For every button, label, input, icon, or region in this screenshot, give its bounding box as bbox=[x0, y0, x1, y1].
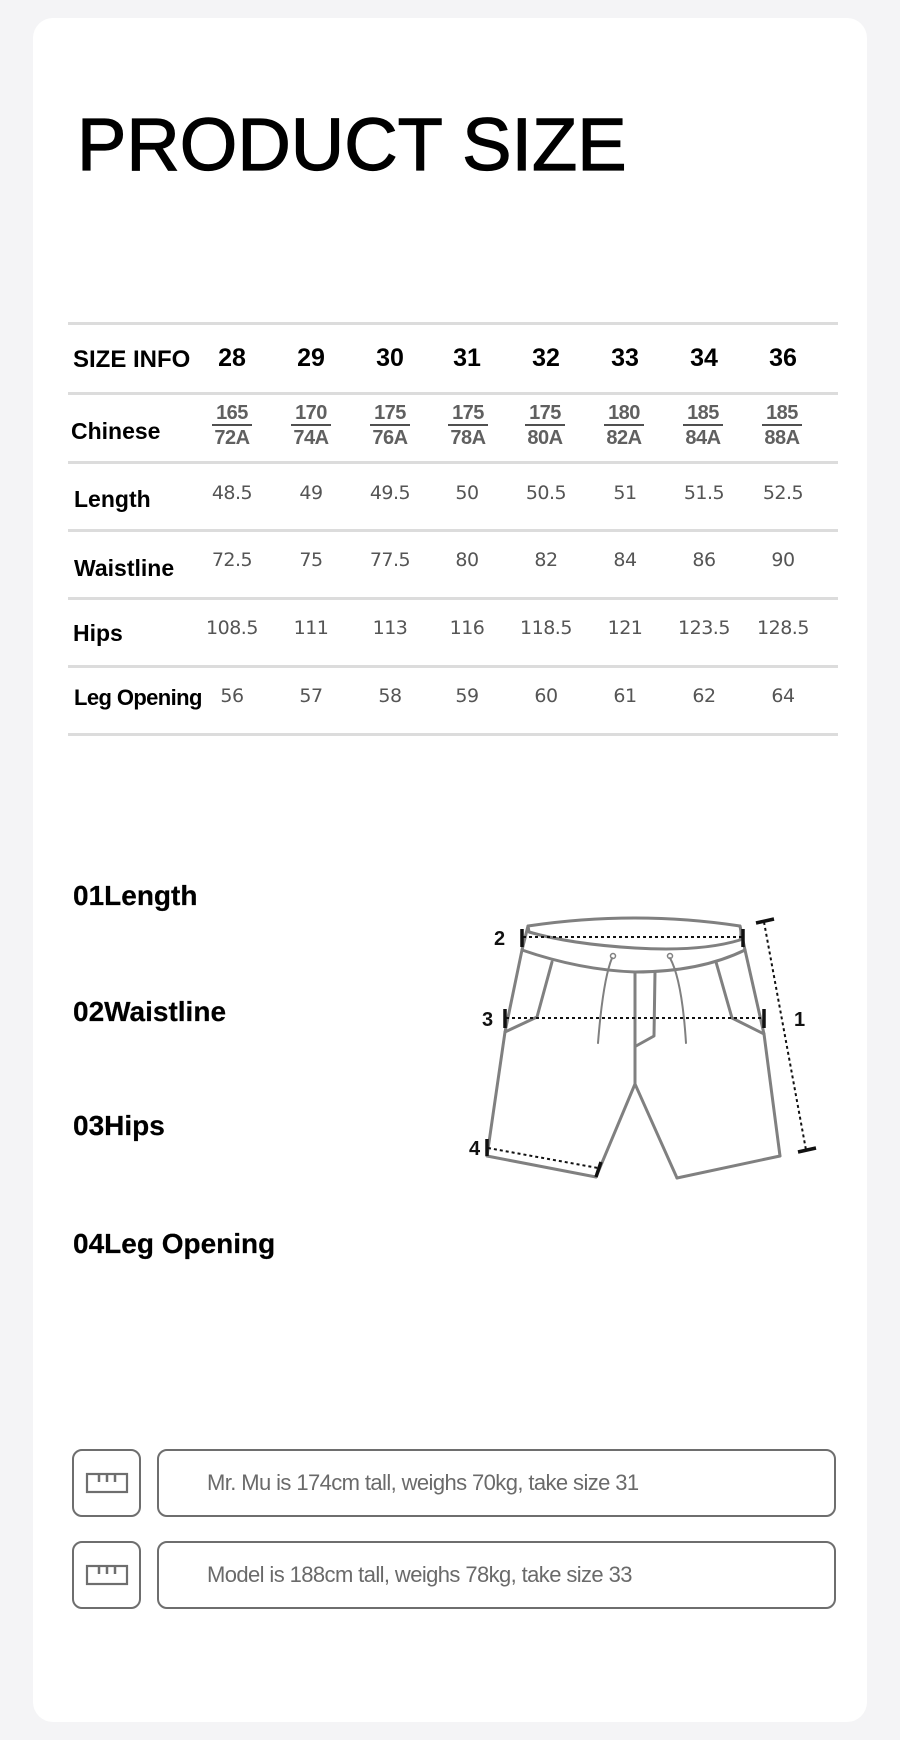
measurement-cell: 77.5 bbox=[369, 549, 411, 571]
height-value: 185 bbox=[683, 402, 723, 426]
table-row-hips bbox=[68, 597, 838, 665]
measurement-cell: 60 bbox=[534, 685, 558, 707]
height-value: 165 bbox=[212, 402, 252, 426]
measurement-cell: 52.5 bbox=[762, 482, 804, 504]
shorts-illustration-icon bbox=[460, 900, 840, 1200]
row-label: Chinese bbox=[71, 418, 161, 444]
height-value: 175 bbox=[448, 402, 488, 426]
measurement-cell: 116 bbox=[449, 617, 485, 639]
measurement-cell: 59 bbox=[455, 685, 479, 707]
measurement-cell: 123.5 bbox=[678, 617, 730, 639]
marker-2: 2 bbox=[494, 928, 506, 950]
chinese-size-cell bbox=[589, 402, 659, 450]
waist-code: 88A bbox=[764, 427, 800, 449]
height-value: 170 bbox=[291, 402, 331, 426]
chinese-size-cell bbox=[197, 402, 267, 450]
marker-4: 4 bbox=[469, 1138, 481, 1160]
table-divider bbox=[68, 733, 838, 736]
measurement-cell: 108.5 bbox=[206, 617, 258, 639]
measurement-cell: 84 bbox=[613, 549, 637, 571]
table-divider bbox=[68, 392, 838, 395]
measurement-cell: 51.5 bbox=[683, 482, 725, 504]
model-note-1: Mr. Mu is 174cm tall, weighs 70kg, take size 31 bbox=[157, 1449, 836, 1517]
measurement-cell: 113 bbox=[372, 617, 408, 639]
size-column-header: 29 bbox=[297, 344, 325, 372]
chinese-size-cell bbox=[747, 402, 817, 450]
table-row-length bbox=[68, 461, 838, 529]
row-label: Length bbox=[74, 486, 151, 512]
guide-item-leg-opening: 04Leg Opening bbox=[73, 1228, 276, 1259]
chinese-size-cell bbox=[276, 402, 346, 450]
waist-code: 76A bbox=[372, 427, 408, 449]
measurement-cell: 56 bbox=[220, 685, 244, 707]
table-row-chinese bbox=[68, 402, 838, 456]
model-note-2: Model is 188cm tall, weighs 78kg, take size 33 bbox=[157, 1541, 836, 1609]
measurement-cell: 62 bbox=[692, 685, 716, 707]
table-header-row bbox=[68, 344, 838, 374]
chinese-size-cell bbox=[433, 402, 503, 450]
ruler-icon bbox=[85, 1564, 129, 1586]
measurement-cell: 80 bbox=[455, 549, 479, 571]
measurement-cell: 49 bbox=[299, 482, 323, 504]
row-label: Waistline bbox=[74, 555, 175, 581]
height-value: 175 bbox=[525, 402, 565, 426]
measurement-cell: 49.5 bbox=[369, 482, 411, 504]
waist-code: 84A bbox=[685, 427, 721, 449]
ruler-icon-box bbox=[72, 1541, 141, 1609]
waist-code: 82A bbox=[606, 427, 642, 449]
row-label: Hips bbox=[73, 620, 123, 646]
measurement-cell: 58 bbox=[378, 685, 402, 707]
header-label: SIZE INFO bbox=[73, 346, 191, 373]
size-column-header: 31 bbox=[453, 344, 481, 372]
chinese-size-cell bbox=[510, 402, 580, 450]
table-row-leg-opening bbox=[68, 665, 838, 733]
height-value: 175 bbox=[370, 402, 410, 426]
measurement-cell: 111 bbox=[293, 617, 329, 639]
size-column-header: 28 bbox=[218, 344, 246, 372]
ruler-icon bbox=[85, 1472, 129, 1494]
measurement-cell: 48.5 bbox=[211, 482, 253, 504]
measurement-cell: 57 bbox=[299, 685, 323, 707]
measurement-cell: 90 bbox=[771, 549, 795, 571]
size-column-header: 30 bbox=[376, 344, 404, 372]
size-column-header: 33 bbox=[611, 344, 639, 372]
measurement-cell: 128.5 bbox=[757, 617, 809, 639]
marker-3: 3 bbox=[482, 1009, 494, 1031]
measurement-cell: 64 bbox=[771, 685, 795, 707]
chinese-size-cell bbox=[355, 402, 425, 450]
measurement-cell: 75 bbox=[299, 549, 323, 571]
size-column-header: 34 bbox=[690, 344, 718, 372]
table-row-waistline bbox=[68, 529, 838, 597]
measurement-cell: 50.5 bbox=[525, 482, 567, 504]
height-value: 185 bbox=[762, 402, 802, 426]
row-label: Leg Opening bbox=[74, 685, 202, 710]
page-title: PRODUCT SIZE bbox=[77, 103, 627, 186]
measurement-cell: 86 bbox=[692, 549, 716, 571]
guide-item-length: 01Length bbox=[73, 880, 198, 911]
waist-code: 80A bbox=[527, 427, 563, 449]
guide-item-hips: 03Hips bbox=[73, 1110, 165, 1141]
table-divider bbox=[68, 322, 838, 325]
measurement-cell: 118.5 bbox=[520, 617, 572, 639]
measurement-cell: 61 bbox=[613, 685, 637, 707]
measurement-cell: 72.5 bbox=[211, 549, 253, 571]
waist-code: 78A bbox=[450, 427, 486, 449]
measurement-cell: 82 bbox=[534, 549, 558, 571]
waist-code: 74A bbox=[293, 427, 329, 449]
ruler-icon-box bbox=[72, 1449, 141, 1517]
guide-item-waistline: 02Waistline bbox=[73, 996, 227, 1027]
chinese-size-cell bbox=[668, 402, 738, 450]
size-column-header: 36 bbox=[769, 344, 797, 372]
measurement-cell: 50 bbox=[455, 482, 479, 504]
height-value: 180 bbox=[604, 402, 644, 426]
waist-code: 72A bbox=[214, 427, 250, 449]
marker-1: 1 bbox=[794, 1009, 806, 1031]
size-column-header: 32 bbox=[532, 344, 560, 372]
measurement-cell: 121 bbox=[607, 617, 643, 639]
shorts-diagram bbox=[460, 900, 840, 1200]
measurement-cell: 51 bbox=[613, 482, 637, 504]
